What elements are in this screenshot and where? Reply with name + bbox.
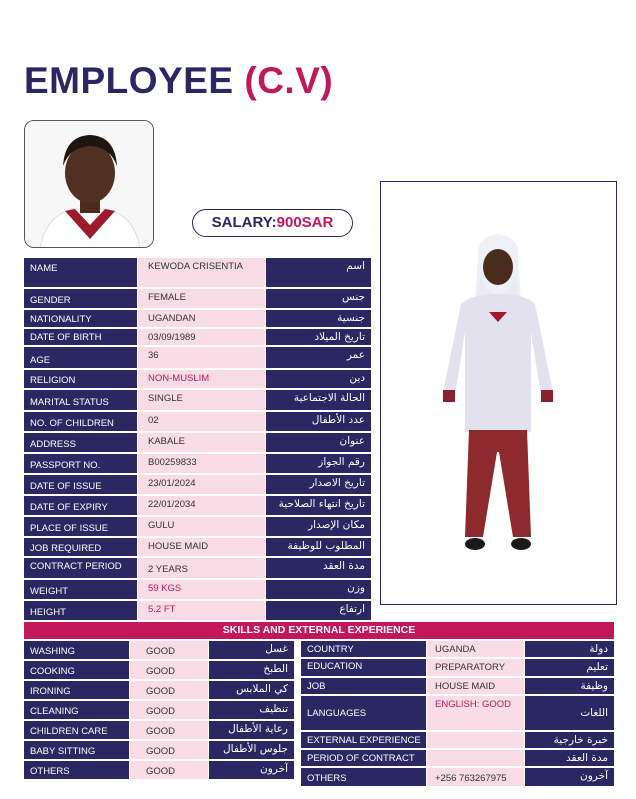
info-arabic: دين: [266, 370, 371, 388]
exp-row-country: [301, 641, 614, 657]
info-row-nationality: [24, 310, 371, 327]
info-row-dob: [24, 329, 371, 345]
info-arabic: مدة العقد: [266, 558, 371, 578]
exp-label: LANGUAGES: [301, 696, 426, 730]
exp-row-period: [301, 750, 614, 766]
skill-label: CLEANING: [24, 701, 129, 719]
skill-arabic: جلوس الأطفال: [209, 741, 294, 759]
salary-value: 900SAR: [276, 214, 334, 231]
info-label: NO. OF CHILDREN: [24, 412, 137, 431]
info-label: NAME: [24, 258, 137, 287]
info-row-name: [24, 258, 371, 287]
salary-badge: [192, 209, 353, 237]
info-row-address: [24, 433, 371, 452]
exp-label: JOB: [301, 678, 426, 694]
info-row-contract: [24, 558, 371, 578]
info-row-age: [24, 347, 371, 368]
skill-arabic: تنظيف: [209, 701, 294, 719]
info-label: HEIGHT: [24, 601, 137, 620]
info-value: 03/09/1989: [138, 329, 265, 345]
info-label: GENDER: [24, 289, 137, 308]
info-label: WEIGHT: [24, 580, 137, 599]
info-row-marital: [24, 390, 371, 410]
exp-value: UGANDA: [427, 641, 524, 657]
info-value: HOUSE MAID: [138, 538, 265, 556]
info-row-children: [24, 412, 371, 431]
exp-row-others: [301, 768, 614, 786]
info-label: DATE OF ISSUE: [24, 475, 137, 494]
info-label: CONTRACT PERIOD: [24, 558, 137, 578]
skill-value: GOOD: [130, 661, 208, 679]
info-arabic: المطلوب للوظيفة: [266, 538, 371, 556]
info-arabic: رقم الجواز: [266, 454, 371, 473]
info-label: DATE OF BIRTH: [24, 329, 137, 345]
info-arabic: تاريخ انتهاء الصلاحية: [266, 496, 371, 515]
info-label: PASSPORT NO.: [24, 454, 137, 473]
info-arabic: عمر: [266, 347, 371, 368]
skill-arabic: كي الملابس: [209, 681, 294, 699]
skill-arabic: رعاية الأطفال: [209, 721, 294, 739]
skill-row-cleaning: [24, 701, 294, 719]
info-value: 23/01/2024: [138, 475, 265, 494]
experience-table: [301, 641, 614, 788]
info-arabic: عدد الأطفال: [266, 412, 371, 431]
info-label: DATE OF EXPIRY: [24, 496, 137, 515]
info-value: 59 KGS: [138, 580, 265, 599]
info-arabic: جنسية: [266, 310, 371, 327]
skill-value: GOOD: [130, 681, 208, 699]
info-row-gender: [24, 289, 371, 308]
skill-row-children-care: [24, 721, 294, 739]
info-label: MARITAL STATUS: [24, 390, 137, 410]
skill-value: GOOD: [130, 721, 208, 739]
personal-info-table: [24, 258, 371, 622]
exp-label: EDUCATION: [301, 659, 426, 676]
info-arabic: مكان الإصدار: [266, 517, 371, 536]
full-body-photo: [380, 181, 617, 605]
skill-value: GOOD: [130, 741, 208, 759]
info-row-issue-date: [24, 475, 371, 494]
info-row-expiry-date: [24, 496, 371, 515]
info-arabic: الحالة الاجتماعية: [266, 390, 371, 410]
skill-value: GOOD: [130, 641, 208, 659]
exp-label: PERIOD OF CONTRACT: [301, 750, 426, 766]
info-label: RELIGION: [24, 370, 137, 388]
info-label: ADDRESS: [24, 433, 137, 452]
info-arabic: تاريخ الاصدار: [266, 475, 371, 494]
exp-arabic: دولة: [525, 641, 614, 657]
info-value: 36: [138, 347, 265, 368]
skill-label: CHILDREN CARE: [24, 721, 129, 739]
skill-arabic: الطبخ: [209, 661, 294, 679]
info-arabic: وزن: [266, 580, 371, 599]
info-arabic: اسم: [266, 258, 371, 287]
info-value: KABALE: [138, 433, 265, 452]
exp-row-external: [301, 732, 614, 748]
exp-row-job: [301, 678, 614, 694]
info-value: NON-MUSLIM: [138, 370, 265, 388]
skill-row-washing: [24, 641, 294, 659]
skills-table: [24, 641, 294, 781]
info-value: FEMALE: [138, 289, 265, 308]
skill-arabic: غسل: [209, 641, 294, 659]
skill-value: GOOD: [130, 701, 208, 719]
info-arabic: عنوان: [266, 433, 371, 452]
skill-row-baby-sitting: [24, 741, 294, 759]
info-value: KEWODA CRISENTIA: [138, 258, 265, 287]
info-arabic: جنس: [266, 289, 371, 308]
skill-label: IRONING: [24, 681, 129, 699]
exp-value: [427, 732, 524, 748]
skill-row-cooking: [24, 661, 294, 679]
exp-row-education: [301, 659, 614, 676]
skill-label: WASHING: [24, 641, 129, 659]
info-value: 5.2 FT: [138, 601, 265, 620]
info-value: GULU: [138, 517, 265, 536]
info-value: 02: [138, 412, 265, 431]
title-main: EMPLOYEE: [24, 60, 234, 101]
exp-arabic: مدة العقد: [525, 750, 614, 766]
skill-label: OTHERS: [24, 761, 129, 779]
info-label: JOB REQUIRED: [24, 538, 137, 556]
skill-label: COOKING: [24, 661, 129, 679]
exp-value: +256 763267975: [427, 768, 524, 786]
exp-arabic: تعليم: [525, 659, 614, 676]
skill-value: GOOD: [130, 761, 208, 779]
skill-row-others: [24, 761, 294, 779]
info-row-issue-place: [24, 517, 371, 536]
exp-value: PREPARATORY: [427, 659, 524, 676]
exp-label: EXTERNAL EXPERIENCE: [301, 732, 426, 748]
salary-label: SALARY:: [211, 214, 277, 231]
exp-value: ENGLISH: GOOD: [427, 696, 524, 730]
info-label: PLACE OF ISSUE: [24, 517, 137, 536]
exp-arabic: وظيفة: [525, 678, 614, 694]
info-label: AGE: [24, 347, 137, 368]
exp-value: [427, 750, 524, 766]
info-row-job: [24, 538, 371, 556]
info-row-religion: [24, 370, 371, 388]
info-row-passport: [24, 454, 371, 473]
exp-value: HOUSE MAID: [427, 678, 524, 694]
info-label: NATIONALITY: [24, 310, 137, 327]
info-value: UGANDAN: [138, 310, 265, 327]
skill-label: BABY SITTING: [24, 741, 129, 759]
info-arabic: تاريخ الميلاد: [266, 329, 371, 345]
page-title: [24, 60, 333, 102]
skills-heading: SKILLS AND EXTERNAL EXPERIENCE: [24, 622, 614, 639]
headshot-photo: [24, 120, 154, 248]
exp-row-languages: [301, 696, 614, 730]
info-arabic: ارتفاع: [266, 601, 371, 620]
info-value: 22/01/2034: [138, 496, 265, 515]
exp-arabic: آخرون: [525, 768, 614, 786]
exp-arabic: اللغات: [525, 696, 614, 730]
info-row-weight: [24, 580, 371, 599]
skill-arabic: آخرون: [209, 761, 294, 779]
exp-label: COUNTRY: [301, 641, 426, 657]
exp-label: OTHERS: [301, 768, 426, 786]
info-value: 2 YEARS: [138, 558, 265, 578]
skill-row-ironing: [24, 681, 294, 699]
exp-arabic: خبرة خارجية: [525, 732, 614, 748]
info-value: SINGLE: [138, 390, 265, 410]
title-accent: (C.V): [244, 60, 334, 101]
info-row-height: [24, 601, 371, 620]
info-value: B00259833: [138, 454, 265, 473]
